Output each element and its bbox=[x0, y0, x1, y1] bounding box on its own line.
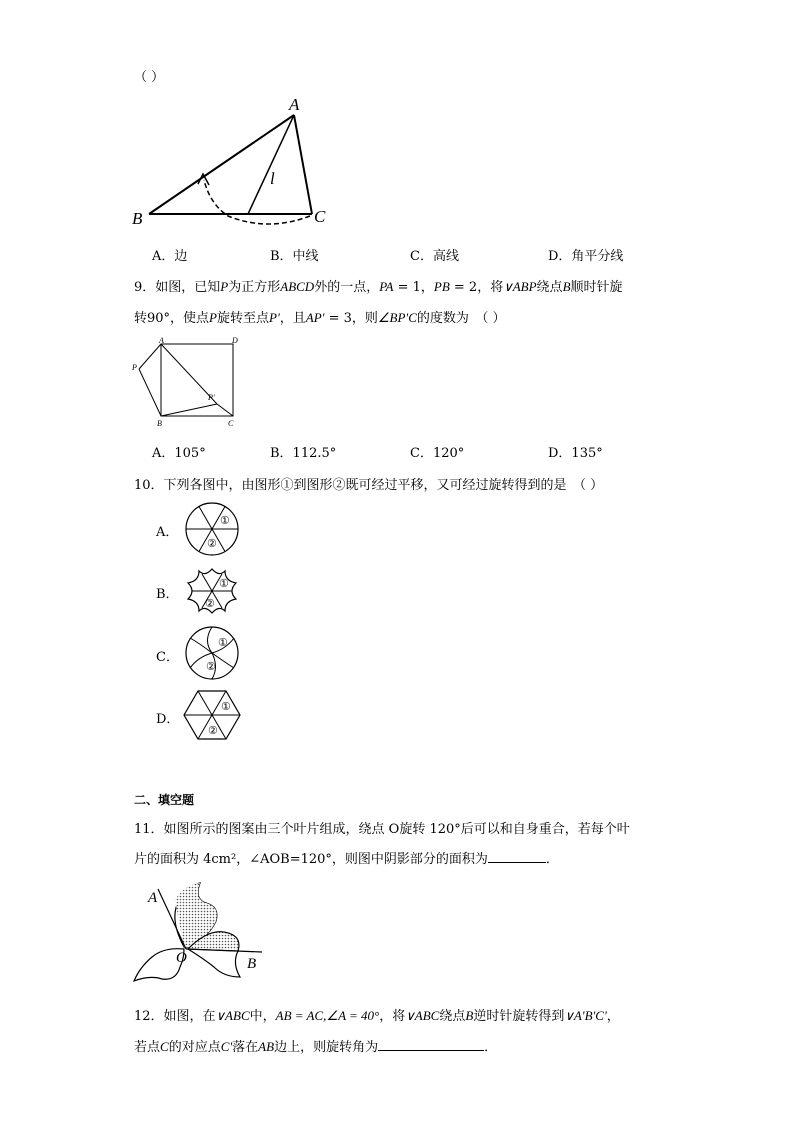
q11-leaf-figure bbox=[128, 877, 268, 989]
svg-text:P: P bbox=[132, 363, 137, 372]
svg-text:①: ① bbox=[221, 701, 231, 713]
q9-option-d: D．135° bbox=[548, 446, 603, 461]
q10-figure-c bbox=[183, 625, 241, 681]
q12-stem-line1: 12．如图，在∨ABC中，AB = AC,∠A = 40°，将∨ABC绕点B逆时针旋转得到∨A'B'C'， bbox=[134, 1008, 620, 1024]
svg-text:O: O bbox=[176, 950, 187, 966]
arrow-head bbox=[198, 174, 209, 185]
side-ab bbox=[149, 115, 294, 214]
q10-option-c-label: C． bbox=[156, 650, 179, 665]
q9-option-a: A．105° bbox=[152, 446, 206, 461]
q8-option-b: B．中线 bbox=[270, 249, 319, 264]
label-C: C bbox=[314, 207, 326, 226]
q8-option-a: A．边 bbox=[152, 249, 188, 264]
svg-text:②: ② bbox=[208, 725, 218, 737]
q11-stem-line2: 片的面积为 4cm²，∠AOB=120°，则图中阴影部分的面积为 ． bbox=[134, 852, 559, 867]
svg-text:①: ① bbox=[218, 637, 228, 649]
svg-text:C: C bbox=[228, 419, 234, 428]
q8-option-d: D．角平分线 bbox=[548, 249, 624, 264]
q8-triangle-figure bbox=[128, 92, 338, 232]
svg-text:②: ② bbox=[205, 598, 215, 610]
q10-option-d-label: D． bbox=[156, 712, 180, 727]
svg-text:B: B bbox=[247, 956, 257, 972]
q11-answer-blank[interactable] bbox=[488, 862, 546, 863]
svg-text:①: ① bbox=[220, 515, 230, 527]
q9-option-c: C．120° bbox=[410, 446, 465, 461]
rotation-arrow bbox=[204, 180, 310, 224]
label-l: l bbox=[270, 169, 275, 188]
svg-text:①: ① bbox=[219, 578, 229, 590]
q10-option-b-label: B． bbox=[156, 587, 179, 602]
q9-stem-line2: 转90°，使点P旋转至点P'，且AP' = 3，则∠BP'C的度数为 （ ） bbox=[134, 310, 506, 326]
svg-text:P': P' bbox=[208, 393, 215, 402]
svg-text:A: A bbox=[148, 890, 158, 906]
answer-paren: （ ） bbox=[134, 70, 165, 85]
svg-text:B: B bbox=[157, 419, 162, 428]
q11-stem-line1: 11．如图所示的图案由三个叶片组成，绕点 O旋转 120°后可以和自身重合，若每个叶 bbox=[134, 822, 630, 837]
svg-text:A: A bbox=[159, 336, 164, 345]
q8-option-c: C．高线 bbox=[410, 249, 459, 264]
q10-figure-a bbox=[183, 501, 241, 557]
q12-answer-blank[interactable] bbox=[378, 1050, 484, 1051]
label-B: B bbox=[132, 209, 143, 228]
q9-option-b: B．112.5° bbox=[270, 446, 337, 461]
svg-text:D: D bbox=[232, 336, 238, 345]
section-title: 二、填空题 bbox=[134, 793, 195, 807]
svg-text:②: ② bbox=[207, 538, 217, 550]
q10-option-a-label: A． bbox=[156, 525, 179, 540]
svg-text:②: ② bbox=[206, 661, 216, 673]
label-A: A bbox=[289, 95, 300, 114]
q10-figure-b bbox=[183, 565, 241, 617]
q9-square-figure bbox=[128, 334, 243, 430]
q10-stem: 10．下列各图中，由图形①到图形②既可经过平移，又可经过旋转得到的是 （ ） bbox=[134, 478, 604, 493]
q10-figure-d bbox=[181, 688, 243, 744]
side-ac bbox=[294, 115, 312, 214]
q12-stem-line2: 若点C的对应点C'落在AB边上，则旋转角为 ． bbox=[134, 1039, 498, 1055]
q9-stem-line1: 9．如图，已知P为正方形ABCD外的一点，PA = 1，PB = 2，将∨ABP绕点B顺时针旋 bbox=[134, 279, 623, 295]
